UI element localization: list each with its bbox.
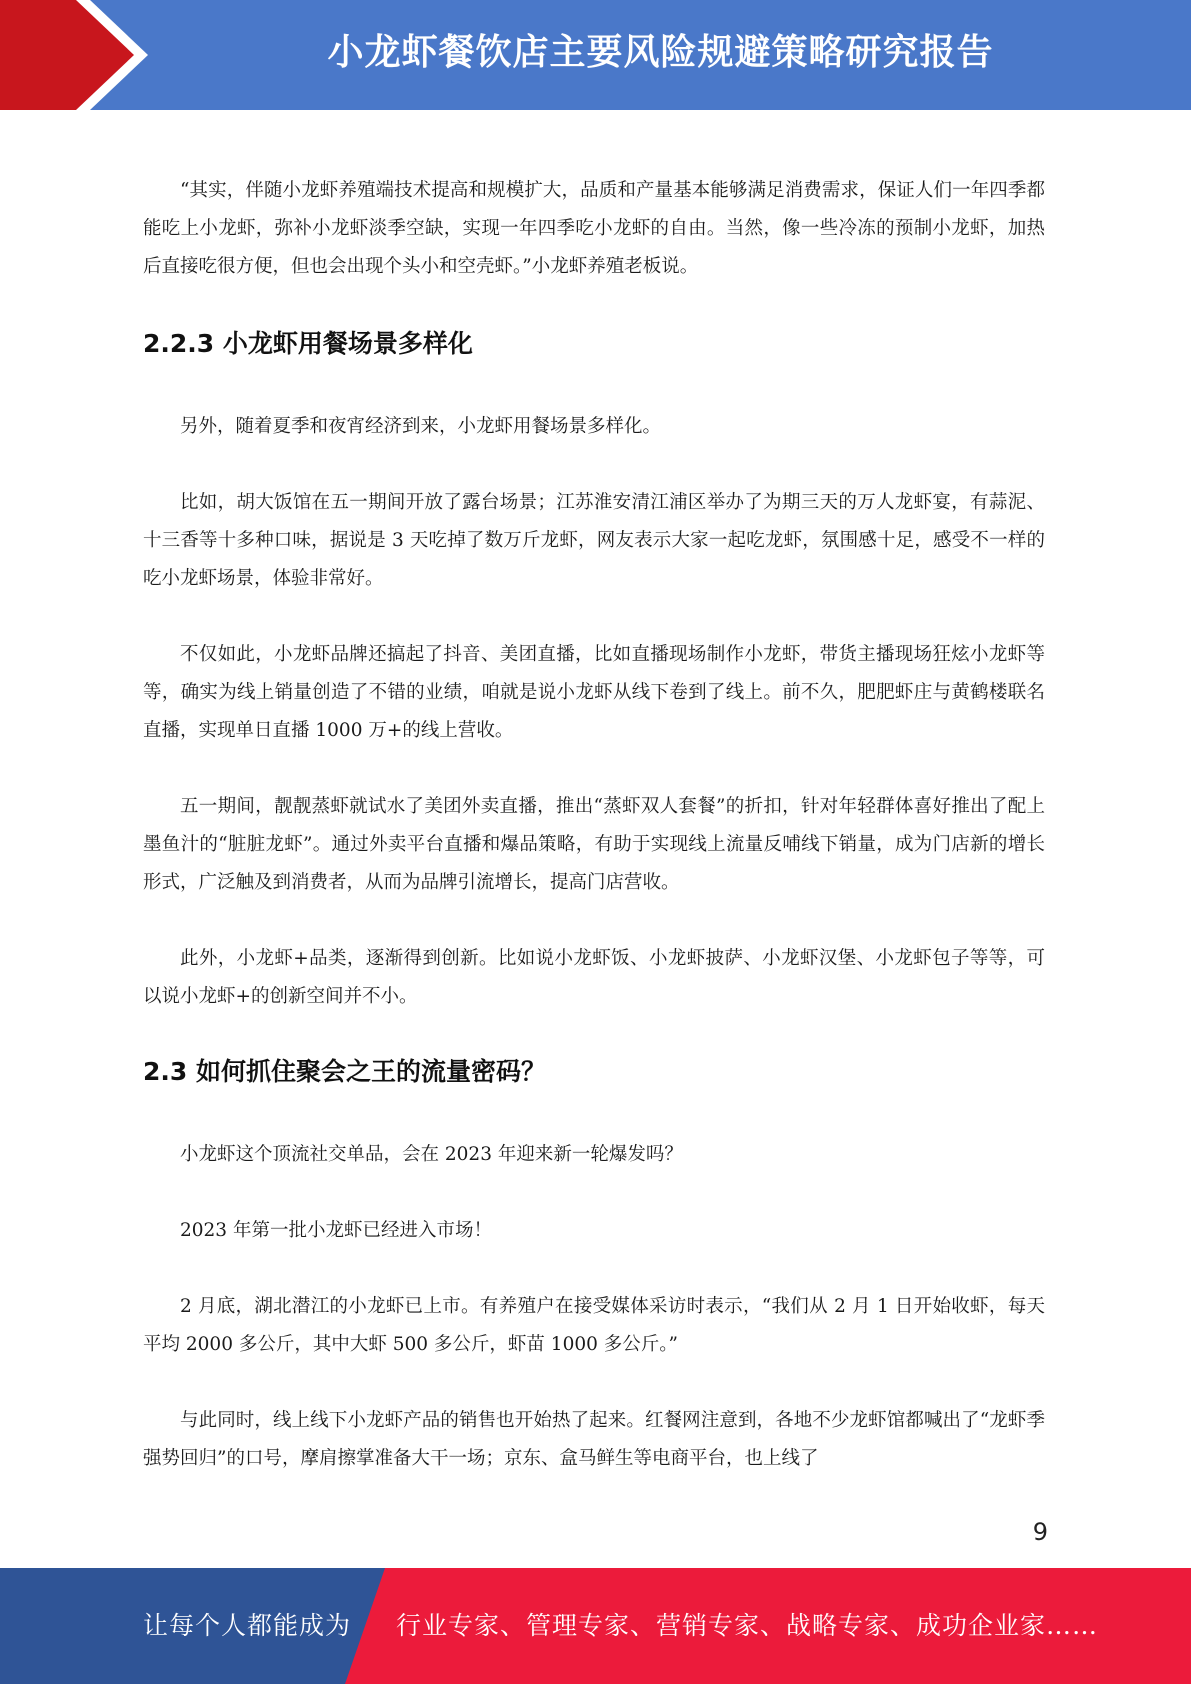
footer-slogan-left: 让每个人都能成为 [143,1611,352,1640]
footer-slogan-right: 行业专家、管理专家、营销专家、战略专家、成功企业家…… [396,1611,1099,1640]
page-header [0,0,1191,110]
paragraph: 不仅如此，小龙虾品牌还搞起了抖音、美团直播，比如直播现场制作小龙虾，带货主播现场狂炫小龙虾等等，确实为线上销量创造了不错的业绩，咱就是说小龙虾从线下卷到了线上。前不久，肥肥虾庄与黄鹤楼联名直播，实现单日直播 1000 万+的线上营收。 [143,644,1045,741]
document-title: 小龙虾餐饮店主要风险规避策略研究报告 [327,32,994,73]
page-number: 9 [1032,1518,1048,1546]
section-heading: 2.3 如何抓住聚会之王的流量密码？ [143,1057,546,1086]
section-heading: 2.2.3 小龙虾用餐场景多样化 [143,329,473,358]
paragraph: 此外，小龙虾+品类，逐渐得到创新。比如说小龙虾饭、小龙虾披萨、小龙虾汉堡、小龙虾包子等等，可以说小龙虾+的创新空间并不小。 [143,948,1045,1007]
paragraph: 2023 年第一批小龙虾已经进入市场！ [180,1220,492,1241]
paragraph: 与此同时，线上线下小龙虾产品的销售也开始热了起来。红餐网注意到，各地不少龙虾馆都喊出了“龙虾季强势回归”的口号，摩肩擦掌准备大干一场；京东、盒马鲜生等电商平台，也上线了 [143,1410,1045,1469]
paragraph: 2 月底，湖北潜江的小龙虾已上市。有养殖户在接受媒体采访时表示，“我们从 2 月 1 日开始收虾，每天平均 2000 多公斤，其中大虾 500 多公斤，虾苗 1000 多公斤。” [143,1296,1045,1355]
chevron-arrow-icon [0,0,160,110]
page-footer [0,1568,1191,1684]
paragraph: 另外，随着夏季和夜宵经济到来，小龙虾用餐场景多样化。 [180,416,662,437]
paragraph: 小龙虾这个顶流社交单品，会在 2023 年迎来新一轮爆发吗？ [180,1144,683,1165]
paragraph: 五一期间，靓靓蒸虾就试水了美团外卖直播，推出“蒸虾双人套餐”的折扣，针对年轻群体喜好推出了配上墨鱼汁的“脏脏龙虾”。通过外卖平台直播和爆品策略，有助于实现线上流量反哺线下销量，成为门店新的增长形式，广泛触及到消费者，从而为品牌引流增长，提高门店营收。 [143,796,1045,893]
document-body [143,172,1045,1478]
paragraph: “其实，伴随小龙虾养殖端技术提高和规模扩大，品质和产量基本能够满足消费需求，保证人们一年四季都能吃上小龙虾，弥补小龙虾淡季空缺，实现一年四季吃小龙虾的自由。当然，像一些冷冻的预制小龙虾，加热后直接吃很方便，但也会出现个头小和空壳虾。”小龙虾养殖老板说。 [143,180,1045,277]
paragraph: 比如，胡大饭馆在五一期间开放了露台场景；江苏淮安清江浦区举办了为期三天的万人龙虾宴，有蒜泥、十三香等十多种口味，据说是 3 天吃掉了数万斤龙虾，网友表示大家一起吃龙虾，氛围感十足，感受不一样的吃小龙虾场景，体验非常好。 [143,492,1045,589]
